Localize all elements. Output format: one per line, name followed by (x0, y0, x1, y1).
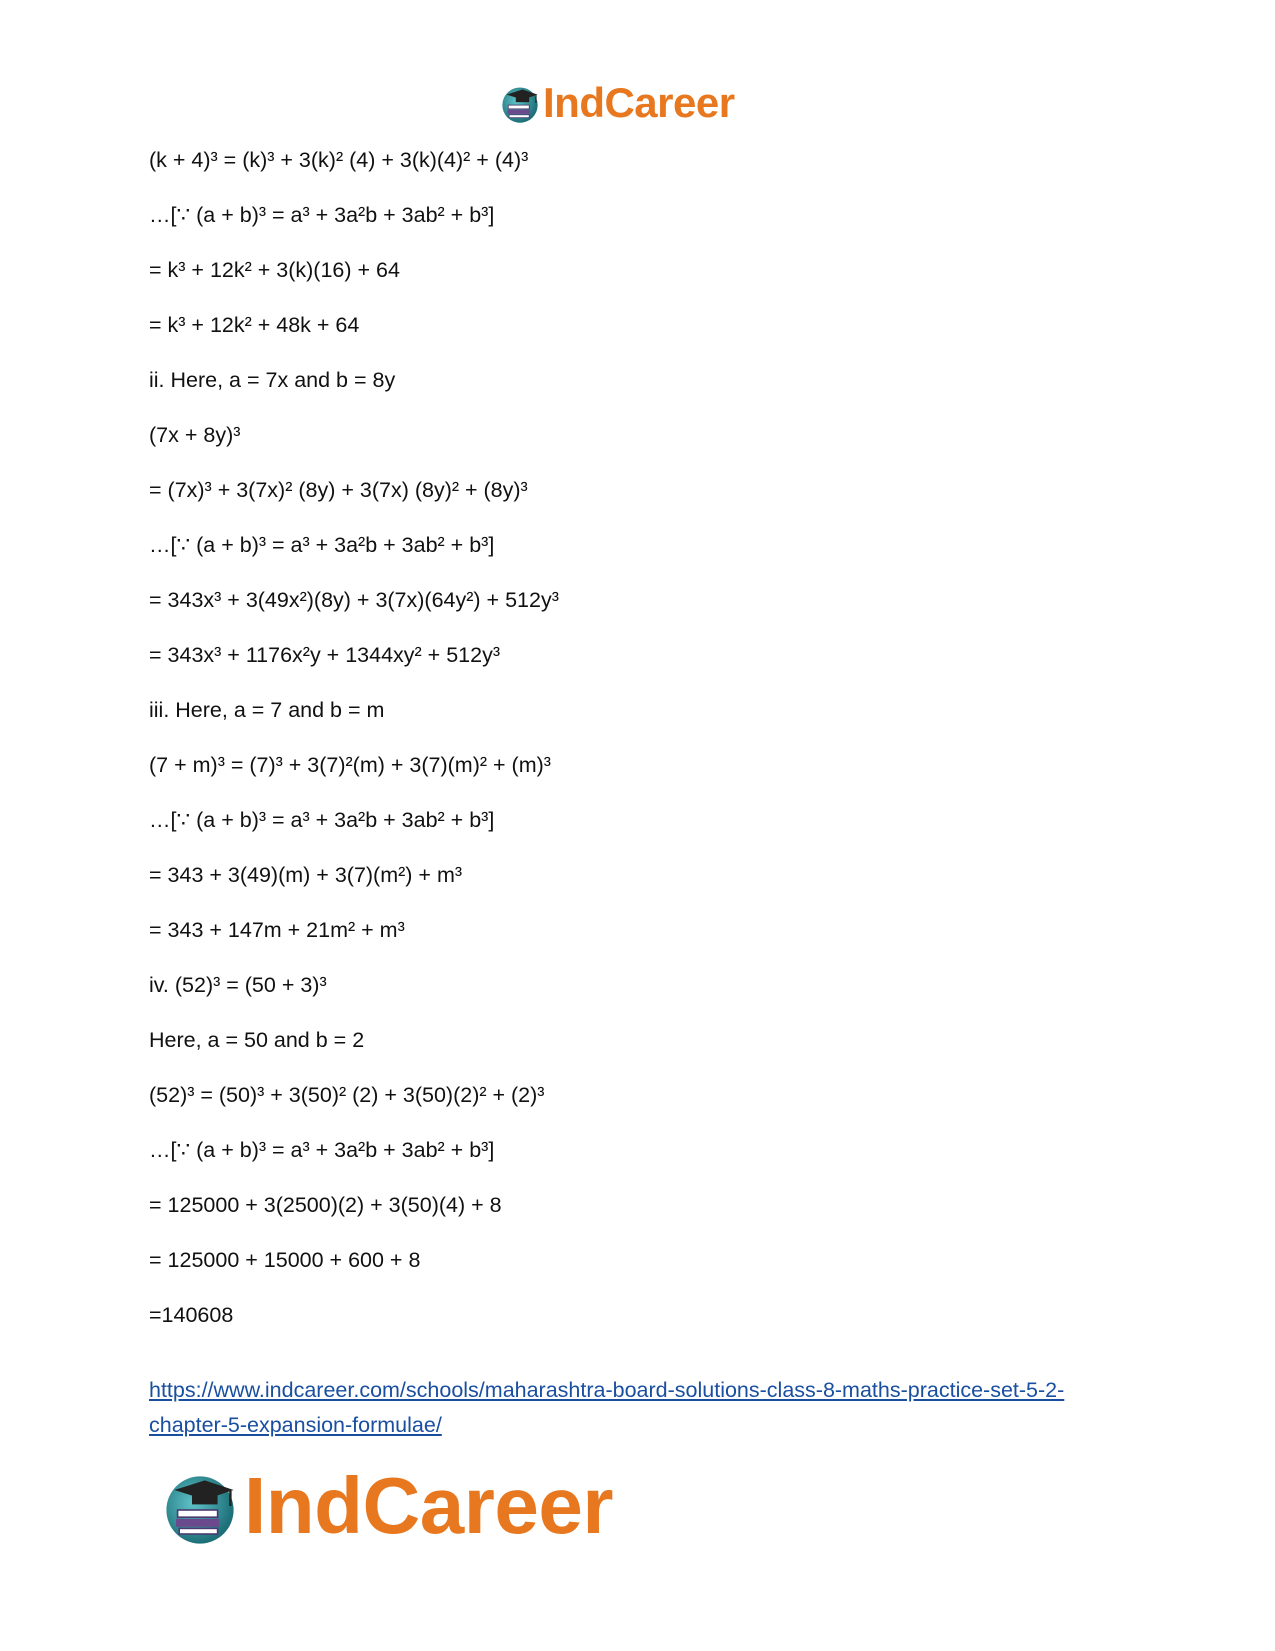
text-line: …[∵ (a + b)³ = a³ + 3a²b + 3ab² + b³] (149, 203, 495, 227)
text-line: iii. Here, a = 7 and b = m (149, 698, 385, 722)
text-line: = 343x³ + 1176x²y + 1344xy² + 512y³ (149, 643, 500, 667)
text-line: = k³ + 12k² + 48k + 64 (149, 313, 360, 337)
graduation-cap-books-globe-icon (160, 1466, 240, 1546)
text-line: …[∵ (a + b)³ = a³ + 3a²b + 3ab² + b³] (149, 808, 495, 832)
text-line: iv. (52)³ = (50 + 3)³ (149, 973, 327, 997)
text-line: (7 + m)³ = (7)³ + 3(7)²(m) + 3(7)(m)² + (m)³ (149, 753, 551, 777)
text-line: …[∵ (a + b)³ = a³ + 3a²b + 3ab² + b³] (149, 533, 495, 557)
text-line: = k³ + 12k² + 3(k)(16) + 64 (149, 258, 400, 282)
logo-wordmark: IndCareer (244, 1461, 613, 1550)
source-link-line-1: https://www.indcareer.com/schools/maharashtra-board-solutions-class-8-maths-practice-set-5-2- (149, 1378, 1065, 1402)
logo-wordmark: IndCareer (543, 79, 735, 126)
text-line: …[∵ (a + b)³ = a³ + 3a²b + 3ab² + b³] (149, 1138, 495, 1162)
footer-logo (160, 1463, 613, 1549)
text-line: (52)³ = (50)³ + 3(50)² (2) + 3(50)(2)² + (2)³ (149, 1083, 545, 1107)
graduation-cap-books-globe-icon (499, 82, 541, 124)
source-link[interactable] (149, 1373, 1139, 1443)
text-line: = (7x)³ + 3(7x)² (8y) + 3(7x) (8y)² + (8y)³ (149, 478, 528, 502)
text-line: = 343 + 147m + 21m² + m³ (149, 918, 405, 942)
solution-content (149, 148, 1129, 1358)
header-logo (499, 80, 735, 126)
text-line: = 343x³ + 3(49x²)(8y) + 3(7x)(64y²) + 512y³ (149, 588, 559, 612)
text-line: ii. Here, a = 7x and b = 8y (149, 368, 396, 392)
text-line: (7x + 8y)³ (149, 423, 241, 447)
text-line: (k + 4)³ = (k)³ + 3(k)² (4) + 3(k)(4)² + (4)³ (149, 148, 529, 172)
source-link-line-2: chapter-5-expansion-formulae/ (149, 1413, 442, 1437)
text-line: = 343 + 3(49)(m) + 3(7)(m²) + m³ (149, 863, 463, 887)
text-line: = 125000 + 3(2500)(2) + 3(50)(4) + 8 (149, 1193, 502, 1217)
text-line: = 125000 + 15000 + 600 + 8 (149, 1248, 421, 1272)
text-line: =140608 (149, 1303, 234, 1327)
text-line: Here, a = 50 and b = 2 (149, 1028, 365, 1052)
